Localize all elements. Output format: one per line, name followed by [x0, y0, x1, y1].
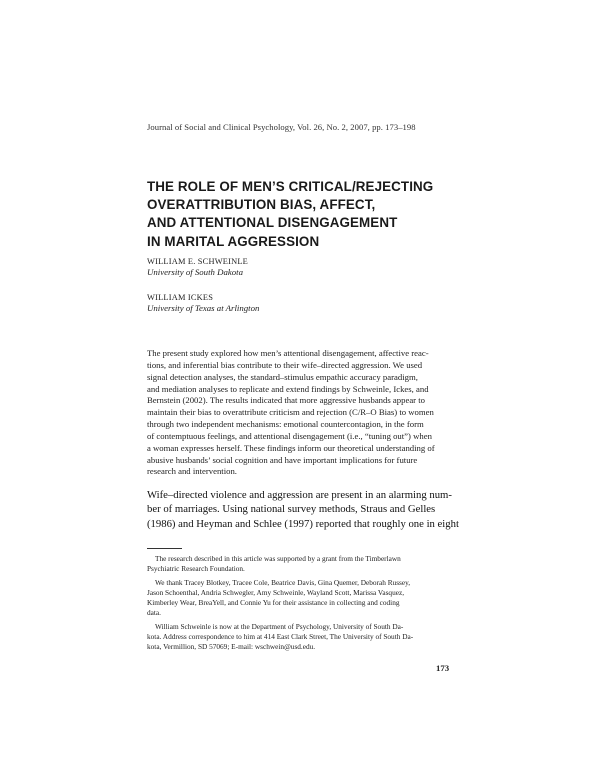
footnote-line: kota. Address correspondence to him at 414 East Clark Street, The University of South Da-	[147, 632, 414, 642]
abstract-line: tions, and inferential bias contribute to their wife–directed aggression. We used	[147, 359, 423, 370]
author-block-2	[147, 292, 447, 314]
abstract-line: of contemptuous feelings, and attentional disengagement (i.e., “tuning out”) when	[147, 430, 432, 441]
title-line: AND ATTENTIONAL DISENGAGEMENT	[147, 215, 398, 231]
abstract-line: a woman expresses herself. These findings inform our theoretical understanding of	[147, 442, 435, 453]
title-line: OVERATTRIBUTION BIAS, AFFECT,	[147, 197, 376, 213]
author-block-1	[147, 256, 447, 278]
footnote-line: Psychiatric Research Foundation.	[147, 564, 245, 574]
title-line: IN MARITAL AGGRESSION	[147, 233, 320, 249]
footnote-line: William Schweinle is now at the Department of Psychology, University of South Da-	[155, 621, 404, 631]
footnote-line: kota, Vermillion, SD 57069; E-mail: wschwein@usd.edu.	[147, 642, 316, 652]
abstract-line: The present study explored how men’s attentional disengagement, affective reac-	[147, 348, 429, 358]
abstract-line: and mediation analyses to replicate and extend findings by Schweinle, Ickes, and	[147, 383, 429, 394]
footnote-rule	[147, 548, 182, 549]
abstract-line: maintain their bias to overattribute criticism and rejection (C/R–O Bias) to women	[147, 407, 434, 418]
journal-citation: Journal of Social and Clinical Psychology, Vol. 26, No. 2, 2007, pp. 173–198	[147, 122, 416, 132]
article-title	[147, 178, 477, 251]
author-affiliation: University of South Dakota	[147, 267, 244, 277]
body-paragraph	[147, 488, 459, 531]
author-name: WILLIAM E. SCHWEINLE	[147, 257, 248, 266]
footnote-line: data.	[147, 608, 161, 618]
footnote-line: We thank Tracey Blotkey, Tracee Cole, Beatrice Davis, Gina Quemer, Deborah Russey,	[155, 577, 411, 587]
body-line: ber of marriages. Using national survey methods, Straus and Gelles	[147, 503, 436, 516]
title-line: THE ROLE OF MEN’S CRITICAL/REJECTING	[147, 179, 434, 194]
body-line: Wife–directed violence and aggression are present in an alarming num-	[147, 489, 452, 501]
abstract	[147, 348, 453, 478]
author-affiliation: University of Texas at Arlington	[147, 303, 260, 313]
footnotes	[147, 554, 459, 653]
page-number: 173	[436, 663, 450, 673]
footnote-line: Jason Schoenthal, Andria Schwegler, Amy Schweinle, Wayland Scott, Marissa Vasquez,	[147, 587, 405, 597]
abstract-line: signal detection analyses, the standard–stimulus empathic accuracy paradigm,	[147, 371, 418, 382]
abstract-line: research and intervention.	[147, 466, 237, 477]
footnote-line: The research described in this article was supported by a grant from the Timberlawn	[155, 554, 401, 563]
body-line: (1986) and Heyman and Schlee (1997) reported that roughly one in eight	[147, 517, 459, 530]
footnote-line: Kimberley Wear, BreaYell, and Connie Yu for their assistance in collecting and coding	[147, 598, 400, 608]
author-name: WILLIAM ICKES	[147, 293, 214, 302]
abstract-line: abusive husbands’ social cognition and have important implications for future	[147, 454, 418, 465]
abstract-line: Bernstein (2002). The results indicated that more aggressive husbands appear to	[147, 395, 426, 406]
abstract-line: through two independent mechanisms: emotional countercontagion, in the form	[147, 419, 424, 430]
